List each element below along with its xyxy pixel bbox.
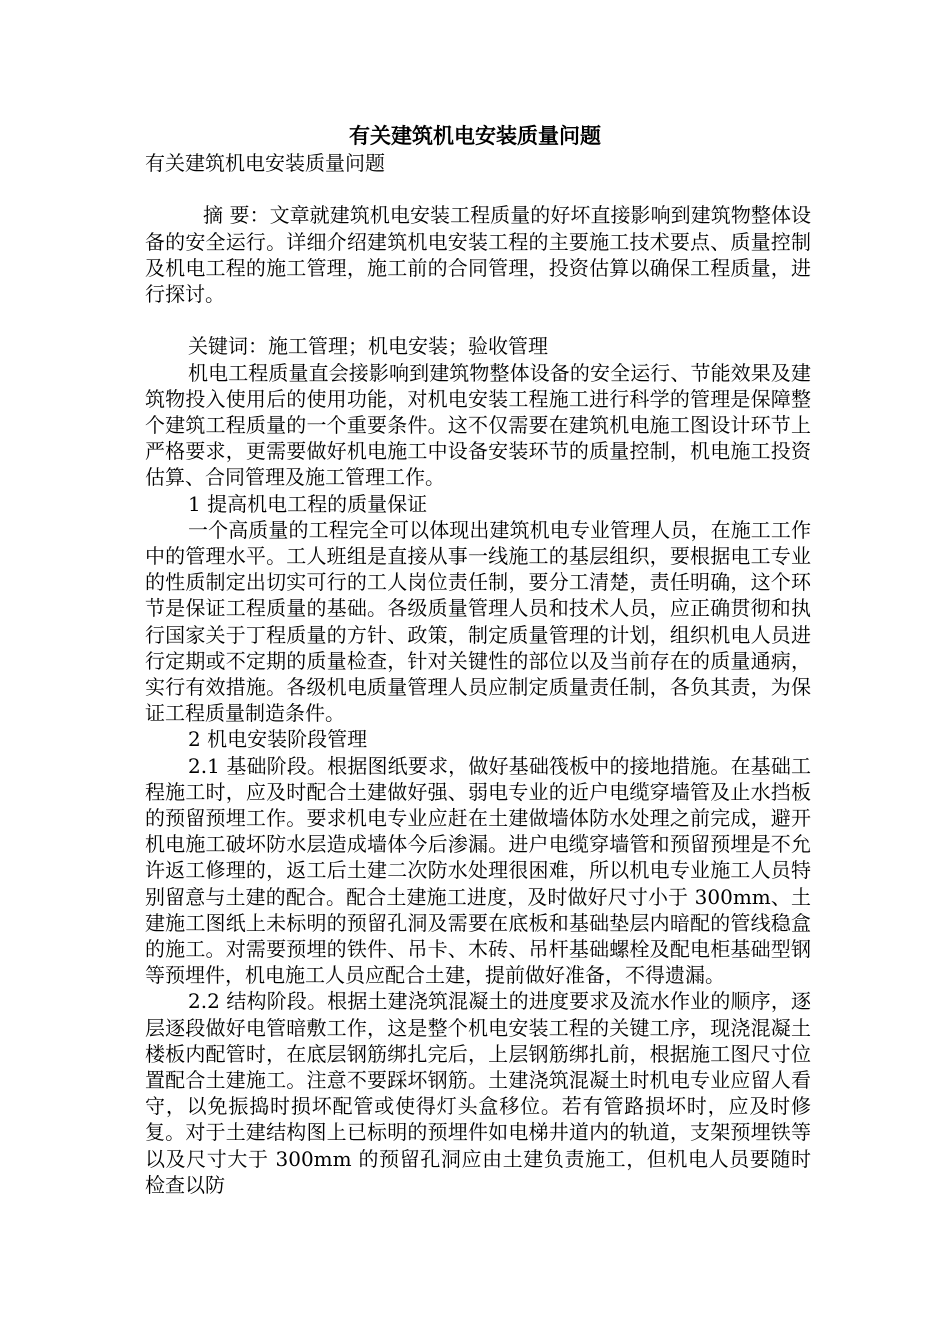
section-2-1-paragraph: 2.1 基础阶段。根据图纸要求，做好基础筏板中的接地措施。在基础工程施工时，应及时配合土建做好强、弱电专业的近户电缆穿墙管及止水挡板的预留预埋工作。要求机电专业应赶在土建做墙体防水处理之前完成，避开机电施工破坏防水层造成墙体今后渗漏。进户电缆穿墙管和预留预埋是不允许返工修理的，返工后土建二次防水处理很困难，所以机电专业施工人员特别留意与土建的配合。配合土建施工进度，及时做好尺寸小于 300mm、土建施工图纸上未标明的预留孔洞及需要在底板和基础垫层内暗配的管线稳盒的施工。对需要预埋的铁件、吊卡、木砖、吊杆基础螺栓及配电柜基础型钢等预埋件，机电施工人员应配合土建，提前做好准备，不得遗漏。 bbox=[145, 753, 811, 988]
section-1-heading: 1 提高机电工程的质量保证 bbox=[188, 491, 428, 516]
abstract-paragraph: 摘 要：文章就建筑机电安装工程质量的好坏直接影响到建筑物整体设备的安全运行。详细介绍建筑机电安装工程的主要施工技术要点、质量控制及机电工程的施工管理，施工前的合同管理，投资估算以确保工程质量，进行探讨。 bbox=[145, 203, 811, 306]
section-1-paragraph: 一个高质量的工程完全可以体现出建筑机电专业管理人员，在施工工作中的管理水平。工人班组是直接从事一线施工的基层组织，要根据电工专业的性质制定出切实可行的工人岗位责任制，要分工清楚，责任明确，这个环节是保证工程质量的基础。各级质量管理人员和技术人员，应正确贯彻和执行国家关于丁程质量的方针、政策，制定质量管理的计划，组织机电人员进行定期或不定期的质量检查，针对关键性的部位以及当前存在的质量通病，实行有效措施。各级机电质量管理人员应制定质量责任制，各负其责，为保证工程质量制造条件。 bbox=[145, 517, 811, 726]
document-body bbox=[145, 150, 811, 1198]
section-2-heading: 2 机电安装阶段管理 bbox=[188, 727, 368, 752]
section-2-2-paragraph: 2.2 结构阶段。根据土建浇筑混凝土的进度要求及流水作业的顺序，逐层逐段做好电管暗敷工作，这是整个机电安装工程的关键工序，现浇混凝土楼板内配管时，在底层钢筋绑扎完后，上层钢筋绑扎前，根据施工图尺寸位置配合土建施工。注意不要踩坏钢筋。土建浇筑混凝土时机电专业应留人看守，以免振捣时损坏配管或使得灯头盒移位。若有管路损坏时，应及时修复。对于土建结构图上已标明的预埋件如电梯井道内的轨道，支架预埋铁等以及尺寸大于 300mm 的预留孔洞应由土建负责施工，但机电人员要随时检查以防 bbox=[145, 989, 811, 1197]
intro-paragraph: 机电工程质量直会接影响到建筑物整体设备的安全运行、节能效果及建筑物投入使用后的使用功能，对机电安装工程施工进行科学的管理是保障整个建筑工程质量的一个重要条件。这不仅需要在建筑机电施工图设计环节上严格要求，更需要做好机电施工中设备安装环节的质量控制，机电施工投资估算、合同管理及施工管理工作。 bbox=[145, 360, 811, 490]
blank-line bbox=[145, 176, 811, 202]
document-subtitle: 有关建筑机电安装质量问题 bbox=[145, 151, 385, 175]
blank-line bbox=[145, 307, 811, 333]
keywords-line: 关键词：施工管理；机电安装；验收管理 bbox=[188, 334, 548, 359]
document-title: 有关建筑机电安装质量问题 bbox=[349, 123, 601, 148]
